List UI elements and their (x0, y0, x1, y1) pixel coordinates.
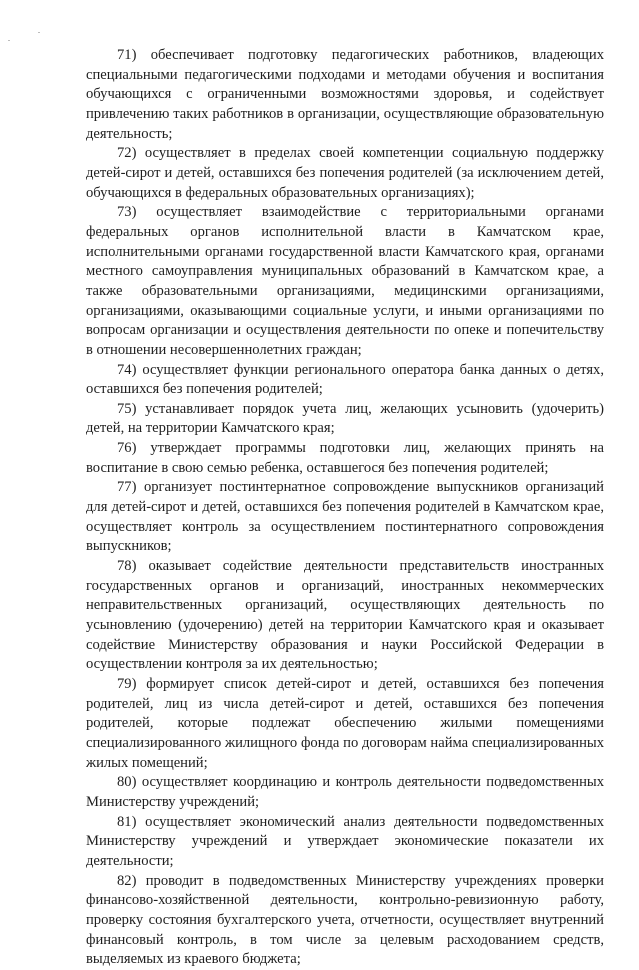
list-item: 80) осуществляет координацию и контроль деятельности подведомственных Министерству учреждений; (86, 774, 604, 810)
scan-speck (38, 32, 40, 33)
list-item: 72) осуществляет в пределах своей компетенции социальную поддержку детей-сирот и детей, оставшихся без попечения родителей (за исключением детей, обучающихся в федеральных образовательных организациях); (86, 145, 604, 201)
list-item: 82) проводит в подведомственных Министерству учреждениях проверки финансово-хозяйственной деятельности, контрольно-ревизионную работу, проверку состояния бухгалтерского учета, отчетности, осуществляет внутренний финансовый контроль, в том числе за целевым расходованием средств, выделяемых из краевого бюджета; (86, 872, 604, 968)
list-item: 71) обеспечивает подготовку педагогических работников, владеющих специальными педагогическими подходами и методами обучения и воспитания обучающихся с ограниченными возможностями здоровья, и содействует привлечению таких работников в организации, осуществляющие образовательную деятельность; (86, 47, 604, 142)
list-item: 79) формирует список детей-сирот и детей, оставшихся без попечения родителей, лиц из числа детей-сирот и детей, оставшихся без попечения родителей, которые подлежат обеспечению жилыми помещениями специализированного жилищного фонда по договорам найма специализированных жилых помещений; (86, 676, 604, 771)
list-item: 81) осуществляет экономический анализ деятельности подведомственных Министерству учреждений и утверждает экономические показатели их деятельности; (86, 813, 604, 869)
list-item: 73) осуществляет взаимодействие с территориальными органами федеральных органов исполнительной власти в Камчатском крае, исполнительными органами государственной власти Камчатского края, органами местного самоуправления муниципальных образований в Камчатском крае, а также образовательными организациями, медицинскими организациями, организациями, оказывающими социальные услуги, и иными организациями по вопросам организации и осуществления деятельности по опеке и попечительству в отношении несовершеннолетних граждан; (86, 204, 604, 358)
list-item: 75) устанавливает порядок учета лиц, желающих усыновить (удочерить) детей, на территории Камчатского края; (86, 400, 604, 437)
scan-speck (8, 40, 10, 41)
list-item: 77) организует постинтернатное сопровождение выпускников организаций для детей-сирот и детей, оставшихся без попечения родителей в Камчатском крае, осуществляет контроль за осуществлением постинтернатного сопровождения выпускников; (86, 479, 604, 555)
list-item: 78) оказывает содействие деятельности представительств иностранных государственных органов и организаций, иностранных некоммерческих неправительственных организаций, осуществляющих деятельность по усыновлению (удочерению) детей на территории Камчатского края и оказывает содействие Министерству образования и науки Российской Федерации в осуществлении контроля за их деятельностью; (86, 558, 604, 673)
document-body (86, 46, 604, 970)
list-item: 76) утверждает программы подготовки лиц, желающих принять на воспитание в свою семью ребенка, оставшегося без попечения родителей; (86, 440, 604, 476)
list-item: 74) осуществляет функции регионального оператора банка данных о детях, оставшихся без попечения родителей; (86, 361, 604, 398)
